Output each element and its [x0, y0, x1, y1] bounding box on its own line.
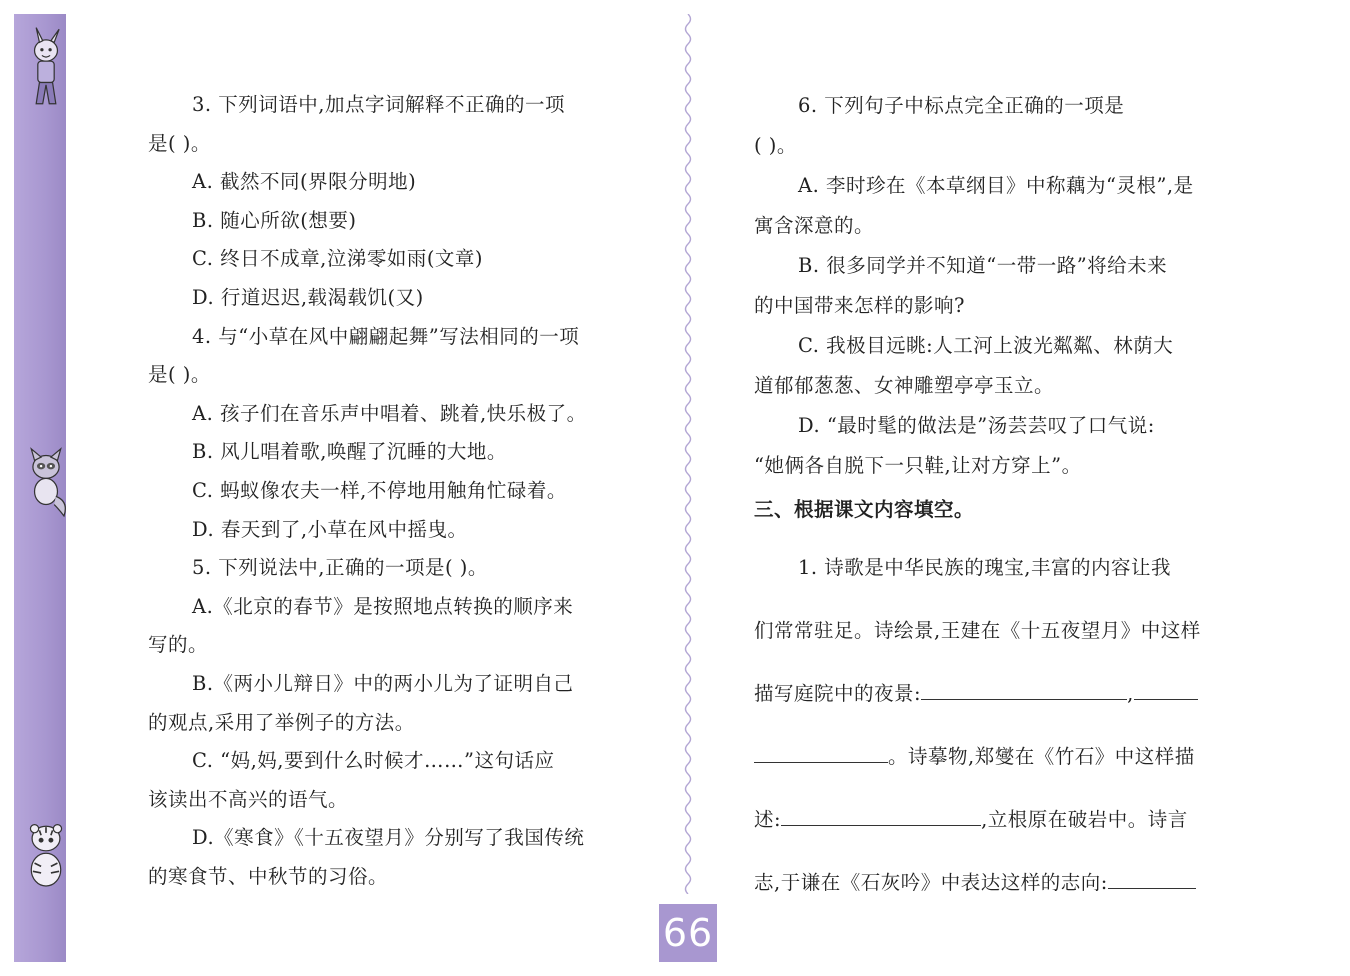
fill-blank-2-cont[interactable]	[754, 740, 888, 763]
q4-stem-line2: 是( )。	[148, 363, 211, 387]
q6-option-a-line2: 寓含深意的。	[754, 214, 875, 237]
q5-option-d-line2: 的寒食节、中秋节的习俗。	[148, 864, 389, 888]
q5-option-a-line1: A.《北京的春节》是按照地点转换的顺序来	[192, 594, 574, 618]
q5-stem: 5. 下列说法中,正确的一项是( )。	[192, 556, 488, 580]
q6-option-c-line2: 道郁郁葱葱、女神雕塑亭亭玉立。	[754, 374, 1055, 397]
q4-option-d: D. 春天到了,小草在风中摇曳。	[192, 517, 468, 541]
fill-blank-4[interactable]	[1108, 866, 1196, 889]
page-number: 66	[662, 911, 714, 955]
q3-option-c: C. 终日不成章,泣涕零如雨(文章)	[192, 247, 484, 271]
q3-option-a: A. 截然不同(界限分明地)	[192, 170, 417, 194]
right-column	[754, 86, 1232, 914]
s3-q1-line4-text: 。诗摹物,郑燮在《竹石》中这样描	[888, 745, 1195, 768]
q6-option-d-line1: D. “最时髦的做法是”汤芸芸叹了口气说:	[798, 414, 1155, 437]
q5-option-c-line1: C. “妈,妈,要到什么时候才……”这句话应	[192, 749, 555, 773]
s3-q1-line3-text: 描写庭院中的夜景:	[754, 682, 922, 705]
q3-stem-line1: 3. 下列词语中,加点字词解释不正确的一项	[192, 93, 566, 116]
s3-q1-line5-text: ,立根原在破岩中。诗言	[981, 808, 1188, 831]
fill-blank-3[interactable]	[781, 803, 981, 826]
s3-q1-line1: 1. 诗歌是中华民族的瑰宝,丰富的内容让我	[798, 556, 1172, 579]
s3-q1-line3-comma: ,	[1127, 682, 1134, 705]
q6-option-a-line1: A. 李时珍在《本草纲目》中称藕为“灵根”,是	[798, 174, 1194, 197]
q5-option-b-line1: B.《两小儿辩日》中的两小儿为了证明自己	[192, 671, 574, 695]
s3-q1-line2: 们常常驻足。诗绘景,王建在《十五夜望月》中这样	[754, 619, 1201, 642]
q4-stem-line1: 4. 与“小草在风中翩翩起舞”写法相同的一项	[192, 324, 580, 348]
q3-option-d: D. 行道迟迟,载渴载饥(又)	[192, 285, 424, 309]
s3-q1-line6	[754, 851, 1232, 914]
fill-blank-1[interactable]	[921, 677, 1127, 700]
q3-option-b: B. 随心所欲(想要)	[192, 208, 357, 232]
q5-option-a-line2: 写的。	[148, 633, 209, 657]
q4-option-c: C. 蚂蚁像农夫一样,不停地用触角忙碌着。	[192, 478, 567, 502]
q6-option-c-line1: C. 我极目远眺:人工河上波光粼粼、林荫大	[798, 334, 1174, 357]
q6-option-b-line1: B. 很多同学并不知道“一带一路”将给未来	[798, 254, 1168, 277]
page-number-badge	[659, 904, 717, 962]
s3-q1-line5-lead: 述:	[754, 808, 782, 831]
s3-q1-line5	[754, 788, 1232, 851]
section-3-title: 三、根据课文内容填空。	[754, 498, 975, 521]
s3-q1-line3	[754, 662, 1232, 725]
q4-option-b: B. 风儿唱着歌,唤醒了沉睡的大地。	[192, 440, 507, 464]
left-column	[148, 86, 628, 896]
q6-stem-line1: 6. 下列句子中标点完全正确的一项是	[798, 94, 1125, 117]
q6-option-d-line2: “她俩各自脱下一只鞋,让对方穿上”。	[754, 454, 1082, 477]
q4-option-a: A. 孩子们在音乐声中唱着、跳着,快乐极了。	[192, 401, 587, 425]
q3-stem-line2: 是( )。	[148, 131, 211, 155]
q6-stem-line2: ( )。	[754, 134, 797, 157]
rabbit-mascot-icon	[16, 26, 76, 116]
q5-option-d-line1: D.《寒食》《十五夜望月》分别写了我国传统	[192, 826, 585, 850]
q5-option-b-line2: 的观点,采用了举例子的方法。	[148, 710, 415, 734]
page-divider	[681, 14, 695, 894]
s3-q1-line6-text: 志,于谦在《石灰吟》中表达这样的志向:	[754, 871, 1108, 894]
s3-q1-line4	[754, 725, 1232, 788]
raccoon-mascot-icon	[16, 444, 76, 534]
q5-option-c-line2: 该读出不高兴的语气。	[148, 787, 349, 811]
fill-blank-2[interactable]	[1134, 677, 1198, 700]
q6-option-b-line2: 的中国带来怎样的影响?	[754, 294, 965, 317]
tiger-mascot-icon	[16, 814, 76, 904]
